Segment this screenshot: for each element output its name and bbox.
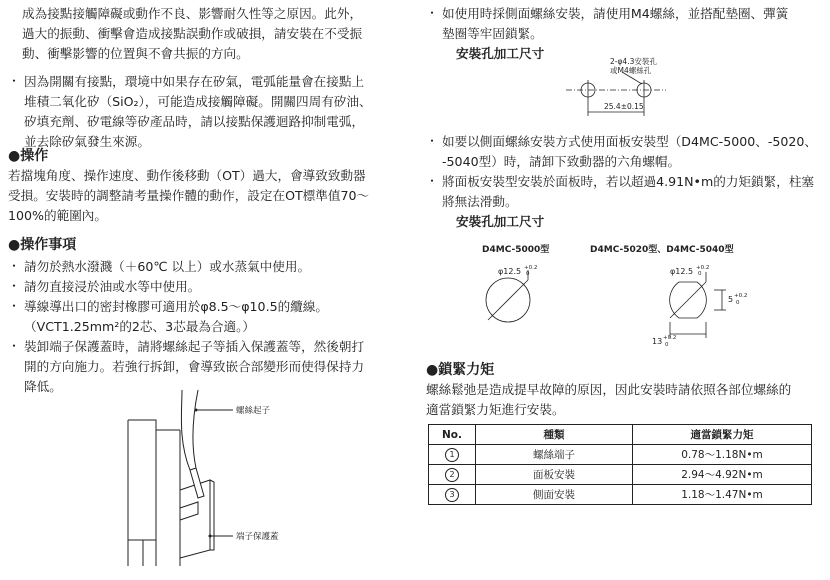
dia-label-b: φ12.5 <box>670 267 694 276</box>
dim-5-tol2: 0 <box>736 300 740 306</box>
intro-line: 成為接點接觸障礙或動作不良、影響耐久性等之原因。此外， <box>22 6 363 21</box>
note-item <box>8 337 406 397</box>
intro-paragraph <box>22 4 406 64</box>
dia-label-a: φ12.5 <box>498 267 522 276</box>
table-row <box>429 465 812 485</box>
torque-paragraph <box>426 380 824 420</box>
side-mount-hole-figure <box>556 56 706 122</box>
section-title-torque: ●鎖緊力矩 <box>426 362 495 378</box>
dim-5-label: 5 <box>728 295 734 304</box>
bullet-line: 矽填充劑、矽電線等矽產品時，請以接點保護迴路抑制電弧， <box>24 114 365 129</box>
note-line: ・ 導線導出口的密封橡膠可適用於φ8.5～φ10.5的纜線。 <box>24 299 328 314</box>
operation-line: 100%的範圍內。 <box>8 208 107 223</box>
dia-line-b <box>670 282 706 318</box>
leader-dot <box>195 409 198 412</box>
note-item <box>8 277 406 297</box>
cell-no <box>429 445 476 465</box>
bullet-line: 將無法滑動。 <box>442 194 518 209</box>
cell-torque: 0.78～1.18N•m <box>633 445 812 465</box>
dia-tol-b: +0.2 <box>696 265 710 271</box>
hole-label-line2: 或M4螺絲孔 <box>610 66 652 75</box>
table-row <box>429 445 812 465</box>
hole-label-line1: 2-φ4.3安裝孔 <box>610 57 657 66</box>
note-item <box>8 257 406 277</box>
bullet-panel-torque <box>426 172 830 212</box>
operation-paragraph <box>8 166 406 226</box>
row-number: 3 <box>445 488 459 502</box>
operation-line: 若擋塊角度、操作速度、動作後移動（OT）過大，會導致致動器 <box>8 168 366 183</box>
section-title-notes: ●操作事項 <box>8 237 77 253</box>
cell-torque: 1.18～1.47N•m <box>633 485 812 505</box>
note-line: 開的方向施力。若強行拆卸，會導致嵌合部變形而使得保持力 <box>24 359 365 374</box>
dia-tol-a: +0.2 <box>524 265 538 271</box>
dia-line-a <box>488 280 528 320</box>
header-torque: 適當鎖緊力矩 <box>633 425 812 445</box>
hole-title-side: 安裝孔加工尺寸 <box>456 46 545 61</box>
cell-type: 螺絲端子 <box>476 445 633 465</box>
bullet-panel-type <box>426 132 830 172</box>
dim-13-label: 13 <box>652 337 663 346</box>
title-d4mc-5020-5040: D4MC-5020型、D4MC-5040型 <box>590 245 734 255</box>
switch-top-step <box>128 420 180 430</box>
label-screwdriver: 螺絲起子 <box>236 406 271 416</box>
dia-tol-b2: 0 <box>698 271 702 277</box>
bullet-silicon <box>8 72 408 152</box>
panel-hole-figure <box>466 238 806 350</box>
intro-line: 過大的振動、衝擊會造成接點誤動作或破損，請安裝在不受振 <box>22 26 363 41</box>
cell-no <box>429 485 476 505</box>
bullet-line: 堆積二氧化矽（SiO₂），可能造成接觸障礙。開關四周有矽油、 <box>24 94 372 109</box>
cell-no <box>429 465 476 485</box>
operation-line: 受損。安裝時的調整請考量操作體的動作，設定在OT標準值70～ <box>8 188 370 203</box>
terminal-cover-figure <box>98 390 318 576</box>
row-number: 2 <box>445 468 459 482</box>
note-line: （VCT1.25mm²的2芯、3芯最為合適。） <box>24 319 255 334</box>
header-no: No. <box>429 425 476 445</box>
dim-label-25: 25.4±0.15 <box>604 102 644 111</box>
dim-13-tol: +0.2 <box>663 335 677 341</box>
dim-5-tol: +0.2 <box>734 293 748 299</box>
bullet-line: ・ 如使用時採側面螺絲安裝，請使用M4螺絲，並搭配墊圈、彈簧 <box>442 6 789 21</box>
dia-tol-a2: 0 <box>526 271 530 277</box>
note-line: ・ 裝卸端子保護蓋時，請將螺絲起子等插入保護蓋等，然後朝打 <box>24 339 365 354</box>
cover-latch <box>180 502 198 520</box>
title-d4mc-5000: D4MC-5000型 <box>482 245 550 255</box>
row-number: 1 <box>445 448 459 462</box>
note-line: 降低。 <box>24 379 62 394</box>
notes-list <box>8 257 406 397</box>
torque-line: 適當鎖緊力矩進行安裝。 <box>426 402 565 417</box>
bullet-line: 並去除矽氣發生來源。 <box>24 134 150 149</box>
cell-torque: 2.94～4.92N•m <box>633 465 812 485</box>
section-title-operation: ●操作 <box>8 148 49 164</box>
label-terminal-cover: 端子保護蓋 <box>236 532 279 542</box>
cell-type: 面板安裝 <box>476 465 633 485</box>
screwdriver-shape <box>181 390 204 498</box>
bullet-line: ・ 因為開關有接點，環境中如果存在矽氣，電弧能量會在接點上 <box>24 74 365 89</box>
note-line: ・ 請勿直接浸於油或水等中使用。 <box>24 279 201 294</box>
hole-title-panel: 安裝孔加工尺寸 <box>456 214 545 229</box>
table-header-row <box>429 425 812 445</box>
dim-13-tol2: 0 <box>665 342 669 348</box>
header-type: 種類 <box>476 425 633 445</box>
bullet-line: 墊圈等牢固鎖緊。 <box>442 26 543 41</box>
torque-line: 螺絲鬆弛是造成提早故障的原因，因此安裝時請依照各部位螺絲的 <box>426 382 792 397</box>
cell-type: 側面安裝 <box>476 485 633 505</box>
bullet-side-mount <box>426 4 830 44</box>
torque-table <box>428 424 812 505</box>
bullet-line: ・ 將面板安裝型安裝於面板時，若以超過4.91N•m的力矩鎖緊，柱塞 <box>442 174 815 189</box>
note-line: ・ 請勿於熱水潑濺（＋60℃ 以上）或水蒸氣中使用。 <box>24 259 311 274</box>
terminal-cover-side <box>210 480 214 550</box>
note-item <box>8 297 406 337</box>
intro-line: 動、衝擊影響的位置與不會共振的方向。 <box>22 46 249 61</box>
table-row <box>429 485 812 505</box>
bullet-line: ・ 如要以側面螺絲安裝方式使用面板安裝型（D4MC-5000、-5020、 <box>442 134 818 149</box>
leader-dot <box>209 535 212 538</box>
bullet-line: -5040型）時，請卸下致動器的六角螺帽。 <box>442 154 681 169</box>
